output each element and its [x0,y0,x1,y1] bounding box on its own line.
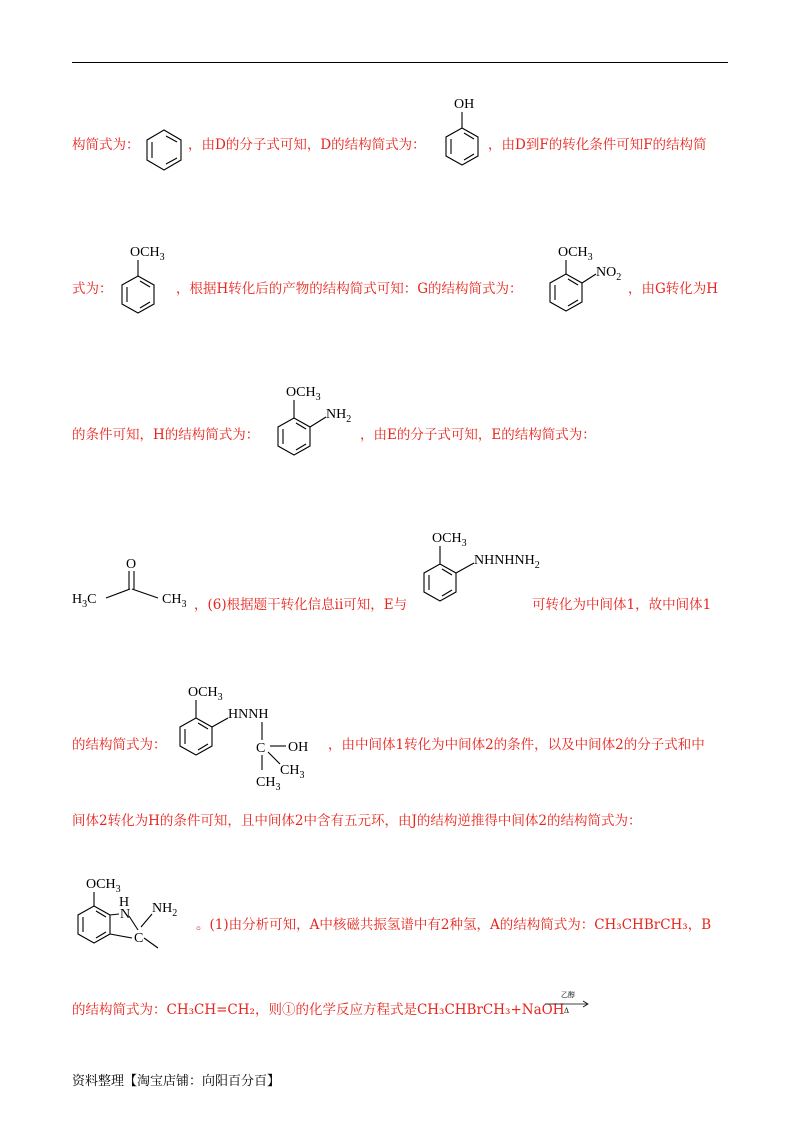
text-line1-a: 构简式为： [72,137,140,153]
svg-text:N: N [120,907,131,922]
svg-text:C: C [256,741,266,756]
methoxyphenylhydrazine-structure [420,526,540,610]
reaction-arrow [545,990,589,1018]
svg-text:NHNHNH2: $NHNHNH_2$ [474,553,540,571]
svg-text:C: C [134,931,144,946]
svg-text:O: O [126,557,137,572]
acetone-structure [72,555,202,610]
svg-text:OCH3: $OCH_3$ [86,877,121,895]
svg-text:CH3: $CH_3$ [280,763,305,781]
arrow-condition-top: 乙醇 [561,991,575,999]
text-line6-a: 间体2转化为H的条件可知，且中间体2中含有五元环，由J的结构逆推得中间体2的结构简式为： [72,813,642,829]
text-line3-a: 的条件可知，H的结构简式为： [72,427,260,443]
text-line5-a: 的结构简式为： [72,737,167,753]
text-line7-b: 。(1)由分析可知，A中核磁共振氢谱中有2种氢，A的结构简式为：CH₃CHBrCH₃，B [196,917,712,933]
svg-text:OCH3: $OCH_3$ [130,245,165,263]
svg-text:OCH3: $OCH_3$ [286,385,321,403]
hydrazo-label: HNNH [228,707,269,722]
amine-label: NH [326,407,347,422]
nitroanisole-structure [540,240,630,320]
svg-text:OCH3: $OCH_3$ [558,245,593,263]
text-line2-b: ，根据H转化后的产物的结构简式可知：G的结构简式为： [176,281,523,297]
phenol-oh-label: OH [454,97,475,112]
svg-text:OCH3: $OCH_3$ [432,531,467,549]
methoxy-label: OCH [130,245,160,260]
text-line3-b: ，由E的分子式可知，E的结构简式为： [360,427,596,443]
arrow-condition-bottom: Δ [564,1007,570,1015]
text-line1-c: ，由D到F的转化条件可知F的结构简 [488,137,707,153]
text-line2-a: 式为： [72,281,113,297]
intermediate1-structure [176,680,336,796]
text-line4-c: 可转化为中间体1，故中间体1 [532,597,712,613]
phenol-structure [440,94,490,174]
text-line2-c: ，由G转化为H [628,281,719,297]
svg-text:CH3: $CH_3$ [162,592,187,610]
anisole-structure [112,236,192,316]
svg-text:OCH3: $OCH_3$ [188,685,223,703]
hydrazine-label: NHNH [474,553,515,568]
svg-text:NH2: $NH_2$ [326,407,352,425]
svg-text:NH2: $NH_2$ [152,901,178,919]
svg-text:H3C: $H_3C$ [72,592,97,610]
text-line4-b: ，(6)根据题干转化信息ii可知，E与 [194,597,408,613]
svg-text:H: H [119,895,130,910]
text-line1-b: ，由D的分子式可知，D的结构简式为： [188,137,426,153]
nitro-label: NO [596,265,617,280]
svg-text:CH3: $CH_3$ [256,775,281,793]
intermediate2-structure [72,872,202,960]
svg-text:OH: OH [288,740,309,755]
methoxyaniline-structure [268,380,368,464]
footer-source: 资料整理【淘宝店铺：向阳百分百】 [72,1074,281,1089]
text-line8-a: 的结构简式为：CH₃CH=CH₂，则①的化学反应方程式是CH₃CHBrCH₃+NaOH [72,1002,565,1018]
text-line5-b: ，由中间体1转化为中间体2的条件，以及中间体2的分子式和中 [328,737,705,753]
header-rule [72,62,728,63]
svg-text:NO2: $NO_2$ [596,265,622,283]
benzene-structure [144,128,184,172]
